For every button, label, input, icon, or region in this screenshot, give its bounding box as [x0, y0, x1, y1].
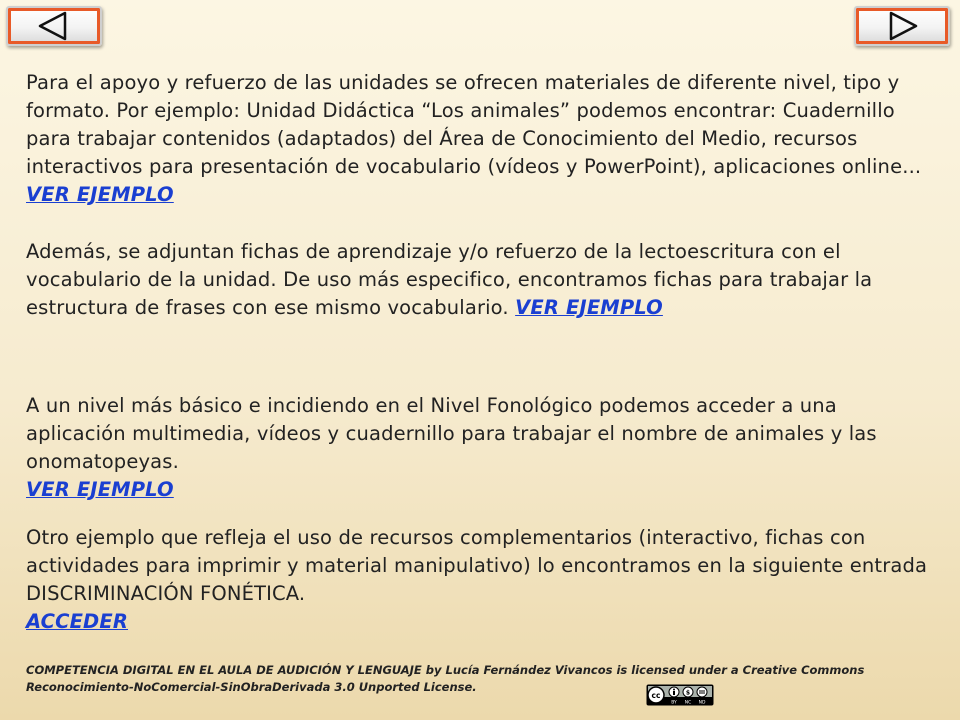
creative-commons-badge-icon[interactable] [646, 684, 714, 706]
license-footer: COMPETENCIA DIGITAL EN EL AULA DE AUDICIÓN Y LENGUAJE by Lucía Fernández Vivancos is licensed under a Creative Commons Reconocimiento-NoComercial-SinObraDerivada 3.0 Unported License. [26, 663, 865, 694]
svg-text:cc: cc [651, 691, 661, 700]
badge-label-nc: NC [684, 700, 692, 706]
badge-label-by: BY [671, 700, 677, 706]
paragraph-materiales [26, 69, 941, 209]
badge-label-nd: ND [698, 700, 706, 706]
ver-ejemplo-link-2[interactable]: VER EJEMPLO [515, 296, 663, 319]
ver-ejemplo-link-3[interactable]: VER EJEMPLO [26, 478, 174, 501]
paragraph-text: A un nivel más básico e incidiendo en el Nivel Fonológico podemos acceder a una aplicación multimedia, vídeos y cuadernillo para trabajar el nombre de animales y las onomatopeyas. [26, 394, 877, 473]
triangle-left-icon [8, 8, 100, 44]
triangle-right-icon [856, 8, 948, 44]
paragraph-nivel-fonologico [26, 392, 941, 504]
next-slide-button[interactable] [854, 6, 950, 46]
acceder-link[interactable]: ACCEDER [26, 610, 129, 633]
svg-text:$: $ [685, 689, 691, 697]
paragraph-text: Además, se adjuntan fichas de aprendizaje y/o refuerzo de la lectoescritura con el vocabulario de la unidad. De uso más especifico, encontramos fichas para trabajar la estructura de frases con ese mismo vocabulario. [26, 240, 873, 319]
previous-slide-button[interactable] [6, 6, 102, 46]
paragraph-text: Otro ejemplo que refleja el uso de recursos complementarios (interactivo, fichas con actividades para imprimir y material manipulativo) lo encontramos en la siguiente entrada DISCRIMINACIÓN FONÉTICA. [26, 526, 928, 605]
paragraph-text: Para el apoyo y refuerzo de las unidades se ofrecen materiales de diferente nivel, tipo y formato. Por ejemplo: Unidad Didáctica “Los animales” podemos encontrar: Cuadernillo para trabajar contenidos (adaptados) del Área de Conocimiento del Medio, recursos interactivos para presentación de vocabulario (vídeos y PowerPoint), aplicaciones online... [26, 71, 922, 178]
paragraph-discriminacion-fonetica [26, 524, 941, 636]
paragraph-fichas [26, 238, 941, 322]
ver-ejemplo-link-1[interactable]: VER EJEMPLO [26, 183, 174, 206]
